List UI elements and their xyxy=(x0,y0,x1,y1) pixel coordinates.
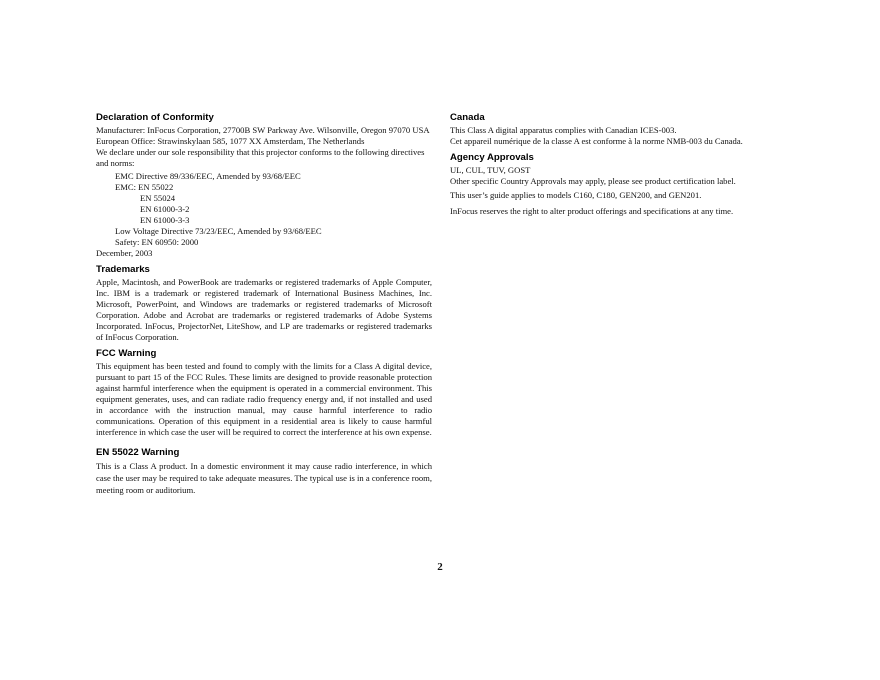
canada-line-en: This Class A digital apparatus complies with Canadian ICES-003. xyxy=(450,125,677,135)
right-column xyxy=(450,112,790,217)
declaration-heading: Declaration of Conformity xyxy=(96,112,214,123)
declaration-section xyxy=(96,112,432,259)
norms-list xyxy=(96,171,432,248)
norm-item: EN 61000-3-2 xyxy=(140,204,190,214)
fcc-heading: FCC Warning xyxy=(96,348,157,359)
canada-heading: Canada xyxy=(450,112,485,123)
low-voltage-directive: Low Voltage Directive 73/23/EEC, Amended by 93/68/EEC xyxy=(115,226,322,236)
models-note: This user’s guide applies to models C160, C180, GEN200, and GEN201. xyxy=(450,190,702,200)
canada-line-fr: Cet appareil numérique de la classe A est conforme à la norme NMB-003 du Canada. xyxy=(450,136,743,146)
european-office-text: European Office: Strawinskylaan 585, 1077 XX Amsterdam, The Netherlands xyxy=(96,136,365,146)
manufacturer-text: Manufacturer: InFocus Corporation, 27700B SW Parkway Ave. Wilsonville, Oregon 97070 USA xyxy=(96,125,430,135)
agency-other: Other specific Country Approvals may apply, please see product certification label. xyxy=(450,176,736,186)
emc-directive: EMC Directive 89/336/EEC, Amended by 93/68/EEC xyxy=(115,171,301,181)
canada-section xyxy=(450,112,790,147)
declaration-statement: We declare under our sole responsibility that this projector conforms to the following directives and norms: xyxy=(96,147,425,168)
agency-section xyxy=(450,152,790,217)
trademarks-section xyxy=(96,264,432,343)
agency-heading: Agency Approvals xyxy=(450,152,534,163)
safety-norm: Safety: EN 60950: 2000 xyxy=(115,237,199,247)
en55022-section xyxy=(96,447,432,496)
norm-item: EN 61000-3-3 xyxy=(140,215,190,225)
fcc-section xyxy=(96,348,432,438)
declaration-date: December, 2003 xyxy=(96,248,153,258)
norm-item: EN 55024 xyxy=(140,193,176,203)
left-column xyxy=(96,112,432,496)
en55022-text: This is a Class A product. In a domestic environment it may cause radio interference, in which case the user may be required to take adequate measures. The typical use is in a conference room, meeting room or auditorium. xyxy=(96,461,432,495)
trademarks-text: Apple, Macintosh, and PowerBook are trademarks or registered trademarks of Apple Computer, Inc. IBM is a trademark or registered trademark of International Business Machines, Inc. Microsoft, PowerPoint, and Windows are trademarks or registered trademarks of Microsoft Corporation. Adobe and Acrobat are trademarks or registered trademarks of Adobe Systems Incorporated. InFocus, ProjectorNet, LiteShow, and LP are trademarks or registered trademarks of InFocus Corporation. xyxy=(96,277,432,342)
fcc-text: This equipment has been tested and found to comply with the limits for a Class A digital device, pursuant to part 15 of the FCC Rules. These limits are designed to provide reasonable protection against harmful interference when the equipment is operated in a commercial environment. This equipment generates, uses, and can radiate radio frequency energy and, if not installed and used in accordance with the instruction manual, may cause harmful interference to radio communications. Operation of this equipment in a residential area is likely to cause harmful interference in which case the user will be required to correct the interference at his own expense. xyxy=(96,361,432,437)
trademarks-heading: Trademarks xyxy=(96,264,150,275)
agency-list: UL, CUL, TUV, GOST xyxy=(450,165,531,175)
emc-norm: EMC: EN 55022 xyxy=(115,182,174,192)
rights-note: InFocus reserves the right to alter product offerings and specifications at any time. xyxy=(450,206,734,216)
page-number: 2 xyxy=(437,561,443,573)
en55022-heading: EN 55022 Warning xyxy=(96,447,180,458)
